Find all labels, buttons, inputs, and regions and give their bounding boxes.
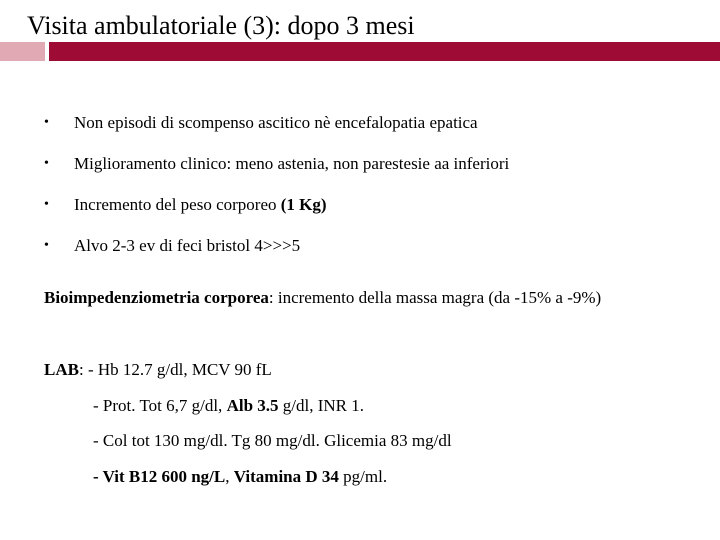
bullet-list [44,112,509,276]
lab-label: LAB [44,360,79,379]
bullet-item [44,235,509,276]
bullet-dot: • [44,238,49,253]
lab-hb-text: : - Hb 12.7 g/dl, MCV 90 fL [78,360,272,379]
bullet-text [74,194,327,216]
bullet-text: Miglioramento clinico: meno astenia, non parestesie aa inferiori [74,154,510,173]
bullet-item [44,112,509,153]
bullet-text: Alvo 2-3 ev di feci bristol 4>>>5 [74,236,301,255]
lab-vitd-value: Vitamina D 34 [233,467,339,486]
bioimpedance-text: : incremento della massa magra (da -15% a -9%) [268,288,602,307]
lab-alb-value: Alb 3.5 [226,396,279,415]
bullet-dot: • [44,197,49,212]
bioimpedance-line [44,287,601,309]
bullet-dot: • [44,115,49,130]
lab-line-1 [44,359,272,381]
lab-vitd-unit: pg/ml. [338,467,388,486]
lab-line-3: - Col tot 130 mg/dl. Tg 80 mg/dl. Glicemia 83 mg/dl [93,431,452,450]
lab-line-4 [93,466,387,488]
bullet-item [44,153,509,194]
title-accent-bar-left [0,42,45,61]
lab-inr-text: g/dl, INR 1. [278,396,365,415]
bullet-item [44,194,509,235]
bullet-dot: • [44,156,49,171]
bullet-text-bold: (1 Kg) [280,195,327,214]
lab-separator: , [225,467,234,486]
slide-title: Visita ambulatoriale (3): dopo 3 mesi [27,11,415,40]
lab-prot-text: - Prot. Tot 6,7 g/dl, [93,396,227,415]
title-accent-bar [49,42,720,61]
lab-b12-value: - Vit B12 600 ng/L [93,467,226,486]
bioimpedance-label: Bioimpedenziometria corporea [44,288,269,307]
lab-line-2 [93,395,364,417]
bullet-text-regular: Incremento del peso corporeo [74,195,281,214]
bullet-text: Non episodi di scompenso ascitico nè encefalopatia epatica [74,113,478,132]
